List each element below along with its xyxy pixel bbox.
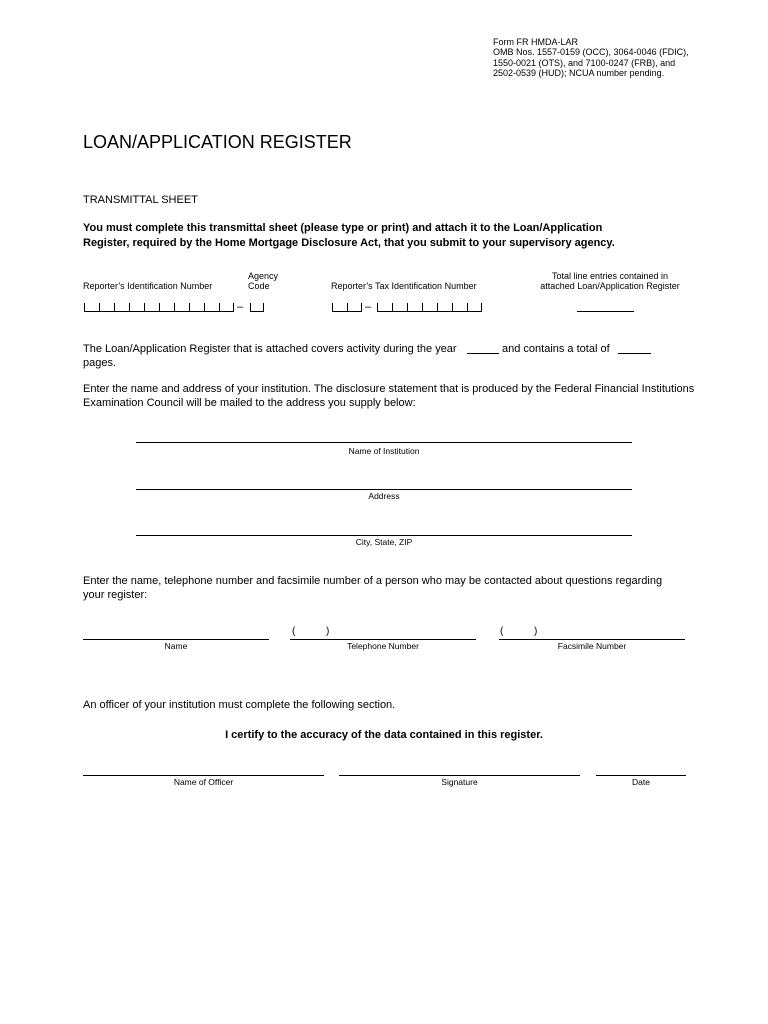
- tax-id-label: Reporter’s Tax Identification Number: [331, 281, 477, 291]
- date-input[interactable]: [596, 775, 686, 776]
- fax-label: Facsimile Number: [557, 641, 627, 651]
- form-number: Form FR HMDA-LAR: [493, 37, 578, 47]
- agency-code-input[interactable]: [250, 303, 264, 312]
- agency-code-label-1: Agency: [248, 271, 279, 281]
- certification-statement: I certify to the accuracy of the data contained in this register.: [225, 729, 543, 741]
- year-input[interactable]: [467, 353, 499, 354]
- total-entries-label-2: attached Loan/Application Register: [540, 281, 680, 291]
- instructions-line-1: You must complete this transmittal sheet (please type or print) and attach it to the Loan/Application: [83, 222, 603, 234]
- fax-input[interactable]: [499, 639, 685, 640]
- form-header: [493, 37, 689, 79]
- reporter-id-dash: –: [237, 301, 244, 313]
- fax-close-paren: ): [534, 626, 538, 637]
- omb-line-3: 2502-0539 (HUD); NCUA number pending.: [493, 68, 665, 79]
- total-entries-input[interactable]: [577, 311, 634, 312]
- activity-text-part1: The Loan/Application Register that is attached covers activity during the year: [83, 343, 457, 355]
- contact-name-label: Name: [164, 641, 188, 651]
- activity-text-part2: and contains a total of: [502, 343, 610, 355]
- omb-line-1: OMB Nos. 1557-0159 (OCC), 3064-0046 (FDIC),: [493, 47, 689, 58]
- signature-label: Signature: [441, 777, 478, 787]
- tax-id-suffix-input[interactable]: [377, 303, 482, 312]
- contact-intro-line-1: Enter the name, telephone number and facsimile number of a person who may be contacted about questions regarding: [83, 575, 663, 587]
- institution-name-label: Name of Institution: [348, 446, 420, 456]
- address-intro-line-2: Examination Council will be mailed to the address you supply below:: [83, 397, 416, 409]
- address-label: Address: [368, 491, 400, 501]
- page-subtitle: TRANSMITTAL SHEET: [83, 194, 198, 206]
- contact-intro-line-2: your register:: [83, 589, 148, 601]
- agency-code-label-2: Code: [248, 281, 270, 291]
- date-label: Date: [632, 777, 650, 787]
- institution-name-input[interactable]: [136, 442, 632, 443]
- telephone-open-paren: (: [292, 626, 296, 637]
- total-entries-label-1: Total line entries contained in: [551, 271, 669, 281]
- activity-text-part3: pages.: [83, 357, 117, 369]
- officer-intro: An officer of your institution must complete the following section.: [83, 699, 396, 711]
- reporter-id-label: Reporter’s Identification Number: [83, 281, 213, 291]
- reporter-id-input[interactable]: [84, 303, 234, 312]
- instructions-line-2: Register, required by the Home Mortgage Disclosure Act, that you submit to your supervisory agency.: [83, 237, 615, 249]
- contact-name-input[interactable]: [83, 639, 269, 640]
- fax-open-paren: (: [500, 626, 504, 637]
- signature-input[interactable]: [339, 775, 580, 776]
- telephone-close-paren: ): [326, 626, 330, 637]
- telephone-input[interactable]: [290, 639, 476, 640]
- tax-id-dash: –: [365, 301, 372, 313]
- city-state-zip-label: City, State, ZIP: [355, 537, 413, 547]
- officer-name-label: Name of Officer: [173, 777, 234, 787]
- officer-name-input[interactable]: [83, 775, 324, 776]
- city-state-zip-input[interactable]: [136, 535, 632, 536]
- telephone-label: Telephone Number: [347, 641, 419, 651]
- omb-line-2: 1550-0021 (OTS), and 7100-0247 (FRB), and: [493, 57, 676, 68]
- page-title: LOAN/APPLICATION REGISTER: [83, 132, 352, 152]
- address-intro-line-1: Enter the name and address of your institution. The disclosure statement that is produced by the Federal Financial Institutions: [83, 383, 695, 395]
- address-input[interactable]: [136, 489, 632, 490]
- tax-id-prefix-input[interactable]: [332, 303, 362, 312]
- page-count-input[interactable]: [618, 353, 651, 354]
